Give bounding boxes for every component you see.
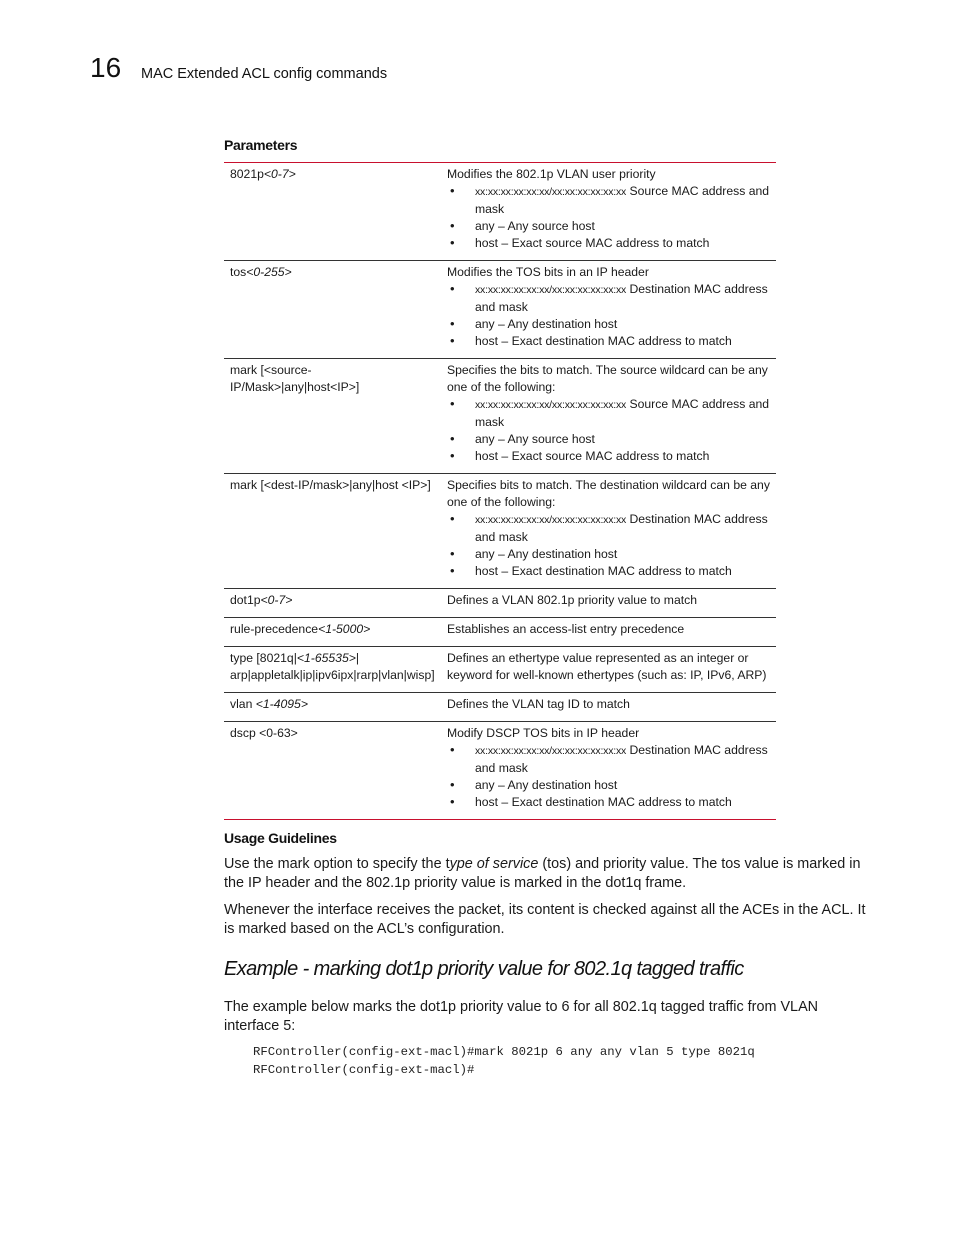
parameter-name [224,261,441,359]
parameter-row [224,474,776,589]
bullet-list [447,183,770,252]
bullet-text: any – Any destination host [475,778,618,792]
code-line-1: RFController(config-ext-macl)#mark 8021p 6 any any vlan 5 type 8021q [253,1045,755,1059]
bullet-list [447,281,770,350]
parameter-keyword: dot1p [230,593,261,607]
bullet-text: Destination MAC address and mask [475,743,768,775]
bullet-item [447,448,770,465]
parameter-keyword: vlan [230,697,256,711]
description-text: Modifies the 802.1p VLAN user priority [447,167,656,181]
parameter-description [441,163,776,261]
bullet-text: host – Exact destination MAC address to match [475,334,732,348]
mac-pattern: xx:xx:xx:xx:xx:xx/xx:xx:xx:xx:xx:xx [475,745,627,757]
parameter-name [224,474,441,589]
parameter-keyword-tail: | arp|appletalk|ip|ipv6ipx|rarp|vlan|wisp] [230,651,435,682]
bullet-text: any – Any source host [475,432,595,446]
parameter-name [224,647,441,693]
example-heading: Example - marking dot1p priority value for 802.1q tagged traffic [224,958,744,980]
parameter-row [224,722,776,820]
parameter-keyword: rule-precedence [230,622,319,636]
mac-pattern: xx:xx:xx:xx:xx:xx/xx:xx:xx:xx:xx:xx [475,399,627,411]
bullet-item [447,546,770,563]
bullet-item [447,235,770,252]
bullet-text: host – Exact destination MAC address to match [475,795,732,809]
parameter-row [224,647,776,693]
parameter-description [441,589,776,618]
parameter-description [441,474,776,589]
parameter-row [224,359,776,474]
parameter-keyword: type [8021q| [230,651,297,665]
bullet-item [447,218,770,235]
description-text: Defines an ethertype value represented as an integer or keyword for well-known ethertypes (such as: IP, IPv6, ARP) [447,651,767,682]
parameter-keyword: 8021p [230,167,264,181]
chapter-title: MAC Extended ACL config commands [141,66,388,82]
description-text: Establishes an access-list entry precedence [447,622,685,636]
bullet-item [447,563,770,580]
description-text: Specifies the bits to match. The source wildcard can be any one of the following: [447,363,768,394]
bullet-item [447,742,770,777]
parameter-argument: <1-65535> [296,651,356,665]
parameter-name [224,722,441,820]
description-text: Modify DSCP TOS bits in IP header [447,726,640,740]
parameter-keyword: mark [<dest-IP/mask>|any|host <IP>] [230,478,431,492]
code-line-2: RFController(config-ext-macl)# [253,1063,475,1077]
parameter-description [441,693,776,722]
bullet-list [447,396,770,465]
parameter-argument: <0-7> [263,167,296,181]
bullet-item [447,431,770,448]
parameter-row [224,589,776,618]
mac-pattern: xx:xx:xx:xx:xx:xx/xx:xx:xx:xx:xx:xx [475,514,627,526]
parameter-row [224,261,776,359]
bullet-text: Source MAC address and mask [475,184,770,216]
bullet-item [447,794,770,811]
description-text: Modifies the TOS bits in an IP header [447,265,649,279]
parameter-name [224,589,441,618]
bullet-item [447,183,770,218]
mac-pattern: xx:xx:xx:xx:xx:xx/xx:xx:xx:xx:xx:xx [475,284,627,296]
bullet-item [447,777,770,794]
bullet-item [447,316,770,333]
parameter-argument: <0-7> [260,593,293,607]
bullet-text: any – Any source host [475,219,595,233]
parameter-keyword: tos [230,265,247,279]
parameter-argument: <0-255> [246,265,292,279]
bullet-text: any – Any destination host [475,547,618,561]
chapter-number: 16 [90,52,122,83]
bullet-list [447,742,770,811]
example-intro: The example below marks the dot1p priority value to 6 for all 802.1q tagged traffic from VLAN interface 5: [224,999,819,1034]
description-text: Defines a VLAN 802.1p priority value to match [447,593,697,607]
parameter-name [224,359,441,474]
parameter-name [224,618,441,647]
bullet-item [447,281,770,316]
usage-paragraph-2: Whenever the interface receives the packet, its content is checked against all the ACEs in the ACL. It is marked based on the ACL’s configuration. [224,902,866,937]
bullet-text: host – Exact destination MAC address to match [475,564,732,578]
parameter-keyword: dscp <0-63> [230,726,298,740]
parameter-description [441,722,776,820]
bullet-text: Destination MAC address and mask [475,512,768,544]
parameter-keyword: mark [<source-IP/Mask>|any|host<IP>] [230,363,360,394]
bullet-list [447,511,770,580]
parameter-description [441,618,776,647]
bullet-item [447,511,770,546]
bullet-item [447,333,770,350]
mac-pattern: xx:xx:xx:xx:xx:xx/xx:xx:xx:xx:xx:xx [475,186,627,198]
bullet-text: host – Exact source MAC address to match [475,236,710,250]
bullet-text: Source MAC address and mask [475,397,770,429]
description-text: Defines the VLAN tag ID to match [447,697,630,711]
parameter-row [224,618,776,647]
parameter-description [441,261,776,359]
bullet-text: Destination MAC address and mask [475,282,768,314]
parameters-heading: Parameters [224,137,298,153]
bullet-text: any – Any destination host [475,317,618,331]
usage-guidelines-heading: Usage Guidelines [224,830,337,846]
bullet-text: host – Exact source MAC address to match [475,449,710,463]
usage-paragraph-1: Use the mark option to specify the type of service (tos) and priority value. The tos value is marked in the IP header and the 802.1p priority value is marked in the dot1q frame. [224,856,861,891]
parameter-argument: <1-5000> [318,622,371,636]
parameter-row [224,693,776,722]
bullet-item [447,396,770,431]
parameter-name [224,693,441,722]
description-text: Specifies bits to match. The destination wildcard can be any one of the following: [447,478,770,509]
parameter-name [224,163,441,261]
parameter-description [441,359,776,474]
parameters-table [224,162,776,820]
parameter-argument: <1-4095> [255,697,308,711]
parameter-row [224,163,776,261]
parameter-description [441,647,776,693]
